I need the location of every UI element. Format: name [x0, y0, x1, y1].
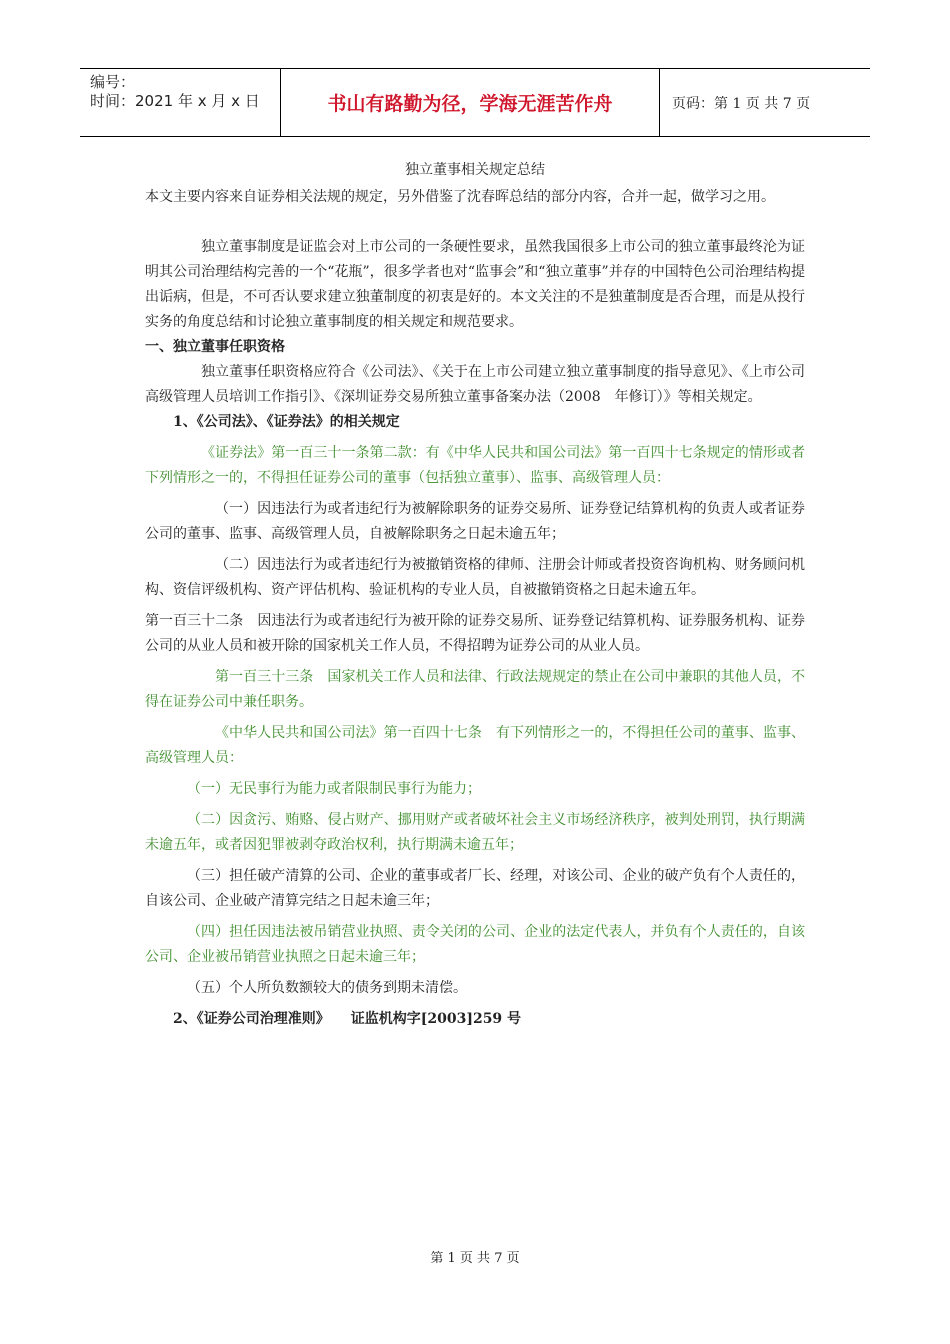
page-footer: 第 1 页 共 7 页: [430, 1251, 520, 1266]
intro-paragraph: 本文主要内容来自证券相关法规的规定，另外借鉴了沈春晖总结的部分内容，合并一起，做学习之用。: [145, 189, 775, 205]
section-heading-qualifications: 一、独立董事任职资格: [145, 339, 285, 355]
overview-paragraph: 独立董事制度是证监会对上市公司的一条硬性要求，虽然我国很多上市公司的独立董事最终沦为证明其公司治理结构完善的一个“花瓶”，很多学者也对“监事会”和“独立董事”并存的中国特色公司治理结构提出诟病，但是，不可否认要求建立独董制度的初衷是好的。本文关注的不是独董制度是否合理，而是从投行实务的角度总结和讨论独立董事制度的相关规定和规范要求。: [145, 239, 805, 330]
company-law-article-147: 《中华人民共和国公司法》第一百四十七条 有下列情形之一的，不得担任公司的董事、监事、高级管理人员：: [145, 725, 805, 766]
section-qualifications-text: 独立董事任职资格应符合《公司法》、《关于在上市公司建立独立董事制度的指导意见》、《上市公司高级管理人员培训工作指引》、《深圳证券交易所独立董事备案办法（2008 年修订）》等相关规定。: [145, 364, 805, 405]
subsection-heading-company-law: 1、《公司法》、《证券法》的相关规定: [173, 414, 400, 430]
securities-law-article-131: 《证券法》第一百三十一条第二款：有《中华人民共和国公司法》第一百四十七条规定的情形或者下列情形之一的，不得担任证券公司的董事（包括独立董事）、监事、高级管理人员：: [145, 445, 805, 486]
header-page-number: 页码：第 1 页 共 7 页: [672, 95, 811, 112]
document-number-label: 编号：: [90, 73, 136, 91]
securities-law-article-133: 第一百三十三条 国家机关工作人员和法律、行政法规规定的禁止在公司中兼职的其他人员，不得在证券公司中兼任职务。: [145, 669, 805, 710]
securities-law-article-132: 第一百三十二条 因违法行为或者违纪行为被开除的证券交易所、证券登记结算机构、证券服务机构、证券公司的从业人员和被开除的国家机关工作人员，不得招聘为证券公司的从业人员。: [145, 613, 805, 654]
article-147-item-1: （一）无民事行为能力或者限制民事行为能力；: [187, 781, 481, 797]
document-body: [145, 158, 805, 1032]
header-meta: [80, 69, 279, 136]
article-147-item-2: （二）因贪污、贿赂、侵占财产、挪用财产或者破坏社会主义市场经济秩序，被判处刑罚，执行期满未逾五年，或者因犯罪被剥夺政治权利，执行期满未逾五年；: [145, 812, 805, 853]
document-title: 独立董事相关规定总结: [405, 162, 545, 178]
document-date-label: 时间：2021 年 x 月 x 日: [90, 92, 260, 110]
article-131-item-2: （二）因违法行为或者违纪行为被撤销资格的律师、注册会计师或者投资咨询机构、财务顾问机构、资信评级机构、资产评估机构、验证机构的专业人员，自被撤销资格之日起未逾五年。: [145, 557, 805, 598]
subsection-heading-governance-rules: 2、《证券公司治理准则》 证监机构字[2003]259 号: [173, 1011, 522, 1027]
article-147-item-4: （四）担任因违法被吊销营业执照、责令关闭的公司、企业的法定代表人，并负有个人责任的，自该公司、企业被吊销营业执照之日起未逾三年；: [145, 924, 805, 965]
page-header: [80, 68, 870, 137]
article-131-item-1: （一）因违法行为或者违纪行为被解除职务的证券交易所、证券登记结算机构的负责人或者证券公司的董事、监事、高级管理人员，自被解除职务之日起未逾五年；: [145, 501, 805, 542]
article-147-item-3: （三）担任破产清算的公司、企业的董事或者厂长、经理，对该公司、企业的破产负有个人责任的，自该公司、企业破产清算完结之日起未逾三年；: [145, 868, 805, 909]
article-147-item-5: （五）个人所负数额较大的债务到期未清偿。: [187, 980, 467, 996]
header-motto: 书山有路勤为径，学海无涯苦作舟: [280, 69, 660, 136]
